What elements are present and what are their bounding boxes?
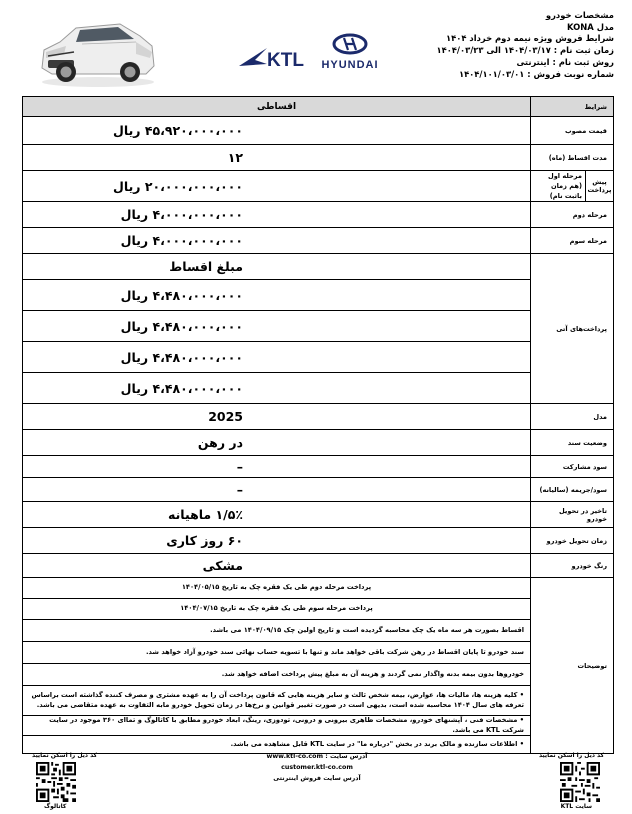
header-sale-round: شماره نوبت فروش : ۱۴۰۴/۱۰۱/۰۳/۰۱: [458, 68, 614, 79]
delivery-time-value: ۶۰ روز کاری: [23, 528, 531, 554]
note-text: پرداخت مرحله دوم طی یک فقره چک به تاریخ ۱۴۰۴/۰۵/۱۵: [23, 578, 531, 599]
header-model: مدل KONA: [567, 21, 614, 32]
prepayment-label: پیش پرداخت: [586, 171, 614, 202]
note-row: [23, 599, 614, 620]
note-text: خودروها بدون بیمه بدنه واگذار نمی گردند و هزینه آن به مبلغ پیش پرداخت اضافه خواهد شد.: [23, 664, 531, 686]
future-payment-row: [23, 311, 614, 342]
future-payment-row: [23, 342, 614, 373]
note-text: اقساط بصورت هر سه ماه یک چک محاسبه گردیده است و تاریخ اولین چک ۱۴۰۴/۰۹/۱۵ می باشد.: [23, 620, 531, 642]
note-row: [23, 642, 614, 664]
row-model-year: [23, 404, 614, 430]
terms-label: شرایط: [531, 97, 614, 117]
participation-profit-value: –: [23, 456, 531, 478]
note-row: [23, 736, 614, 754]
note-text: • مشخصات فنی ، آپشنهای خودرو، مشخصات ظاهری بیرونی و درونی، تودوزی، رینگ، ابعاد خودرو مطابق با کاتالوگ و تماای ۳۶۰ موجود در سایت شرکت KTL می باشد.: [23, 716, 531, 736]
row-prepayment-third: [23, 228, 614, 254]
document-status-label: وضعیت سند: [531, 430, 614, 456]
row-future-payments-header: [23, 254, 614, 280]
terms-value: اقساطی: [23, 97, 531, 117]
row-delivery-delay: [23, 502, 614, 528]
future-payment-value: ۴،۴۸۰،۰۰۰،۰۰۰ ریال: [23, 280, 531, 311]
approved-price-value: ۴۵،۹۲۰،۰۰۰،۰۰۰ ریال: [23, 117, 531, 145]
model-year-label: مدل: [531, 404, 614, 430]
installments-header: مبلغ اقساط: [23, 254, 531, 280]
color-label: رنگ خودرو: [531, 554, 614, 578]
prepayment-third-value: ۴،۰۰۰،۰۰۰،۰۰۰ ریال: [23, 228, 531, 254]
color-value: مشکی: [23, 554, 531, 578]
future-payment-row: [23, 373, 614, 404]
row-approved-price: [23, 117, 614, 145]
document-footer: [22, 752, 614, 810]
note-text: پرداخت مرحله سوم طی یک فقره چک به تاریخ ۱۴۰۴/۰۷/۱۵: [23, 599, 531, 620]
future-payment-row: [23, 280, 614, 311]
header-registration-method: روش ثبت نام : اینترنتی: [516, 56, 614, 67]
note-row: [23, 686, 614, 716]
prepayment-first-sub: (هم زمان باثبت نام): [549, 182, 582, 200]
note-text: • اطلاعات سازنده و مالک برند در بخش "درباره ما" در سایت KTL قابل مشاهده می باشد.: [23, 736, 531, 754]
delivery-time-label: زمان تحویل خودرو: [531, 528, 614, 554]
site-address-label: آدرس سایت :: [325, 753, 368, 760]
row-color: [23, 554, 614, 578]
sales-conditions-table: [22, 96, 614, 754]
document-status-value: در رهن: [23, 430, 531, 456]
svg-text:HYUNDAI: HYUNDAI: [321, 59, 379, 71]
future-payment-value: ۴،۴۸۰،۰۰۰،۰۰۰ ریال: [23, 373, 531, 404]
hyundai-logo: [312, 32, 388, 74]
header-conditions: شرایط فروش ویژه نیمه دوم خرداد ۱۴۰۴: [446, 33, 614, 44]
delivery-delay-label: تاخیر در تحویل خودرو: [531, 502, 614, 528]
row-terms: [23, 97, 614, 117]
site-qr-code[interactable]: [560, 762, 600, 802]
approved-price-label: قیمت مصوب: [531, 117, 614, 145]
note-row: [23, 620, 614, 642]
catalog-caption: کد ذیل را اسکن نمایید: [32, 752, 98, 759]
prepayment-first-value: ۲۰،۰۰۰،۰۰۰،۰۰۰ ریال: [23, 171, 531, 202]
row-delivery-time: [23, 528, 614, 554]
svg-text:KTL: KTL: [267, 50, 304, 71]
site-addresses: [202, 752, 432, 783]
participation-profit-label: سود مشارکت: [531, 456, 614, 478]
note-row: [23, 664, 614, 686]
catalog-qr-code[interactable]: [36, 762, 76, 802]
future-payment-value: ۴،۴۸۰،۰۰۰،۰۰۰ ریال: [23, 342, 531, 373]
profit-fine-label: سود/جریمه (سالیانه): [531, 478, 614, 502]
prepayment-third-label: مرحله سوم: [531, 228, 614, 254]
shop-address-label: آدرس سایت فروش اینترنتی: [273, 775, 361, 782]
row-participation-profit: [23, 456, 614, 478]
site-label: سایت KTL: [560, 803, 592, 810]
document-header: [22, 10, 614, 100]
row-document-status: [23, 430, 614, 456]
row-installment-period: [23, 145, 614, 171]
model-year-value: 2025: [23, 404, 531, 430]
future-payments-label: پرداخت‌های آتی: [531, 254, 614, 404]
prepayment-second-value: ۴،۰۰۰،۰۰۰،۰۰۰ ریال: [23, 202, 531, 228]
header-info: [414, 10, 614, 80]
installment-period-value: ۱۲: [23, 145, 531, 171]
profit-fine-value: –: [23, 478, 531, 502]
note-row: [23, 716, 614, 736]
site-caption: کد ذیل را اسکن نمایید: [538, 752, 604, 759]
site-address-link[interactable]: www.ktl-co.com: [266, 753, 324, 760]
shop-address-link[interactable]: customer.ktl-co.com: [281, 764, 353, 771]
note-text: سند خودرو تا پایان اقساط در رهن شرکت باقی خواهد ماند و تنها با تسویه حساب نهائی سند خودرو آزاد خواهد شد.: [23, 642, 531, 664]
header-registration-time: زمان ثبت نام : ۱۴۰۴/۰۳/۱۷ الی ۱۴۰۴/۰۳/۲۳: [436, 45, 614, 56]
prepayment-second-label: مرحله دوم: [531, 202, 614, 228]
installment-period-label: مدت اقساط (ماه): [531, 145, 614, 171]
catalog-label: کاتالوگ: [44, 803, 67, 810]
note-row: [23, 578, 614, 599]
future-payment-value: ۴،۴۸۰،۰۰۰،۰۰۰ ریال: [23, 311, 531, 342]
row-prepayment-second: [23, 202, 614, 228]
row-prepayment-first: [23, 171, 614, 202]
notes-label: توضیحات: [531, 578, 614, 754]
note-text: • کلیه هزینه ها، مالیات ها، عوارض، بیمه شخص ثالث و سایر هزینه هایی که قانون پرداخت آن را به عهده مشتری و مصرف کننده گذاشته است براساس تعرفه های سال ۱۴۰۴ محاسبه شده است، بدیهی است در صورت تغییر قوانین و نرخ‌ها در زمان تحویل خودرو مابه التفاوت به عهده متقاضی می باشد.: [23, 686, 531, 716]
row-profit-fine: [23, 478, 614, 502]
header-title: مشخصات خودرو: [545, 10, 614, 20]
delivery-delay-value: ۱/۵٪ ماهیانه: [23, 502, 531, 528]
prepayment-first-label: مرحله اول: [547, 172, 582, 180]
car-image: [36, 12, 158, 90]
